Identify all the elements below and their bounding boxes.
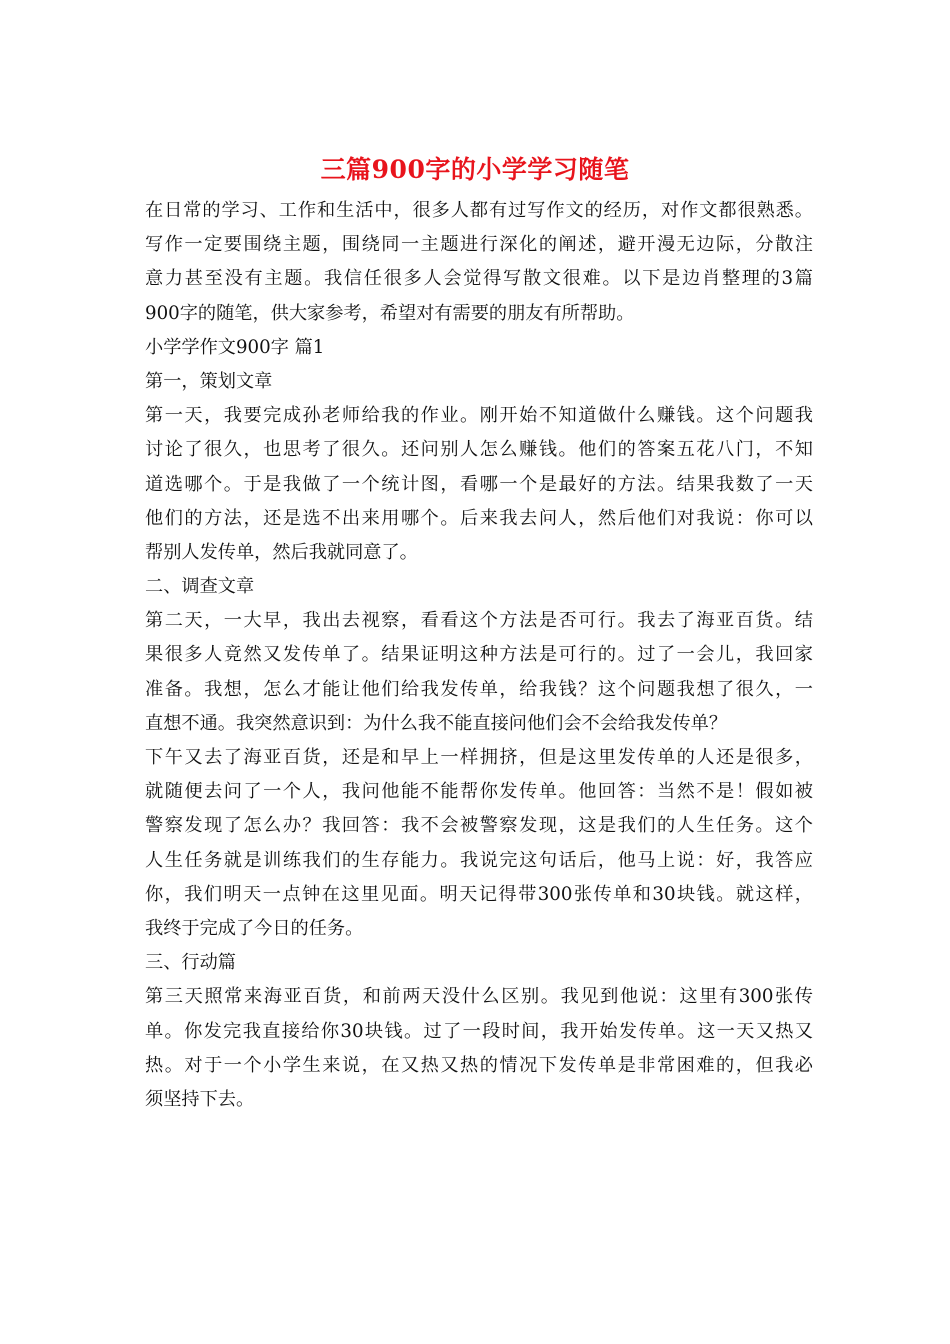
paragraph-line: 我终于完成了今日的任务。 bbox=[145, 917, 364, 939]
document-body bbox=[145, 194, 813, 1117]
paragraph-line: 果很多人竟然又发传单了。结果证明这种方法是可行的。过了一会儿，我回家 bbox=[145, 644, 813, 666]
paragraph-line: 道选哪个。于是我做了一个统计图，看哪一个是最好的方法。结果我数了一天 bbox=[145, 473, 813, 495]
section-heading: 三、行动篇 bbox=[145, 952, 236, 974]
paragraph-line: 准备。我想，怎么才能让他们给我发传单，给我钱？这个问题我想了很久，一 bbox=[145, 678, 813, 700]
paragraph-line: 意力甚至没有主题。我信任很多人会觉得写散文很难。以下是边肖整理的3篇 bbox=[145, 268, 813, 290]
paragraph-line: 就随便去问了一个人，我问他能不能帮你发传单。他回答：当然不是！假如被 bbox=[145, 781, 813, 803]
paragraph-line: 在日常的学习、工作和生活中，很多人都有过写作文的经历，对作文都很熟悉。 bbox=[145, 200, 813, 221]
paragraph-line: 讨论了很久，也思考了很久。还问别人怎么赚钱。他们的答案五花八门，不知 bbox=[145, 439, 813, 461]
paragraph-line: 第二天，一大早，我出去视察，看看这个方法是否可行。我去了海亚百货。结 bbox=[145, 610, 813, 632]
section-heading: 二、调查文章 bbox=[145, 576, 255, 598]
paragraph-line: 直想不通。我突然意识到：为什么我不能直接问他们会不会给我发传单？ bbox=[145, 712, 728, 734]
paragraph-line: 他们的方法，还是选不出来用哪个。后来我去问人，然后他们对我说：你可以 bbox=[145, 507, 813, 529]
paragraph-line: 900字的随笔，供大家参考，希望对有需要的朋友有所帮助。 bbox=[145, 302, 635, 324]
paragraph-line: 第三天照常来海亚百货，和前两天没什么区别。我见到他说：这里有300张传 bbox=[145, 986, 813, 1008]
paragraph-line: 帮别人发传单，然后我就同意了。 bbox=[145, 541, 418, 563]
paragraph-line: 第一天，我要完成孙老师给我的作业。刚开始不知道做什么赚钱。这个问题我 bbox=[145, 405, 813, 427]
paragraph-line: 热。对于一个小学生来说，在又热又热的情况下发传单是非常困难的，但我必 bbox=[145, 1054, 813, 1076]
paragraph-line: 须坚持下去。 bbox=[145, 1088, 255, 1110]
paragraph-line: 单。你发完我直接给你30块钱。过了一段时间，我开始发传单。这一天又热又 bbox=[145, 1020, 813, 1042]
paragraph-line: 下午又去了海亚百货，还是和早上一样拥挤，但是这里发传单的人还是很多， bbox=[145, 747, 813, 768]
paragraph-line: 你，我们明天一点钟在这里见面。明天记得带300张传单和30块钱。就这样， bbox=[145, 883, 813, 905]
paragraph-line: 写作一定要围绕主题，围绕同一主题进行深化的阐述，避开漫无边际，分散注 bbox=[145, 234, 813, 256]
section-heading: 第一，策划文章 bbox=[145, 370, 273, 392]
section-heading: 小学学作文900字 篇1 bbox=[145, 336, 325, 358]
document-title: 三篇900字的小学学习随笔 bbox=[320, 155, 630, 184]
paragraph-line: 警察发现了怎么办？我回答：我不会被警察发现，这是我们的人生任务。这个 bbox=[145, 815, 813, 837]
paragraph-line: 人生任务就是训练我们的生存能力。我说完这句话后，他马上说：好，我答应 bbox=[145, 849, 813, 871]
